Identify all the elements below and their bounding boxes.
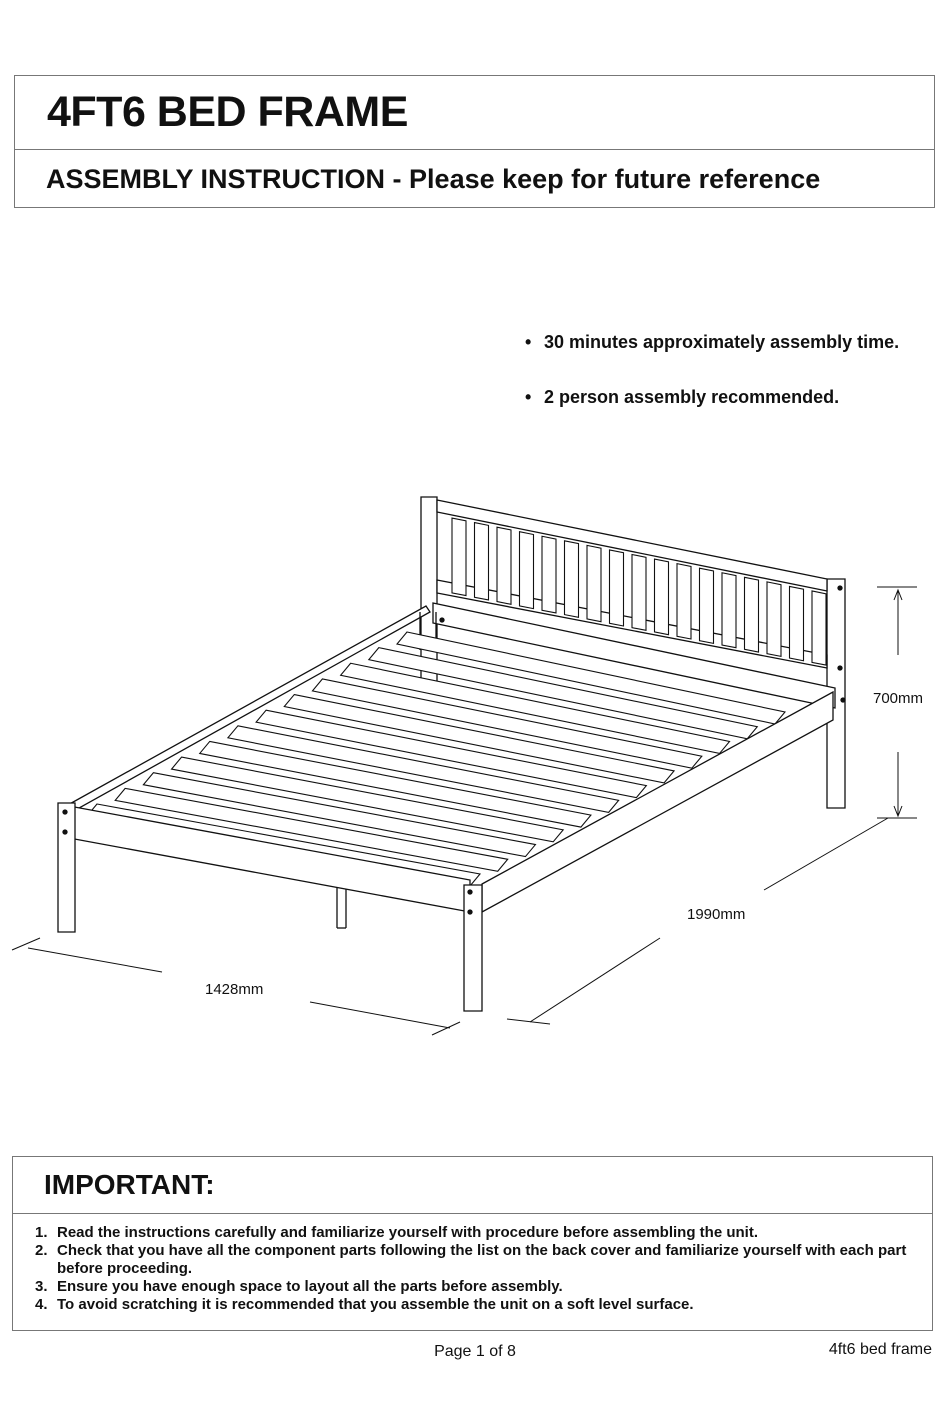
- headboard-slat: [565, 541, 579, 617]
- bullet-icon: •: [525, 387, 532, 407]
- headboard-slat: [677, 564, 691, 639]
- important-header: [13, 1157, 932, 1214]
- page-number: Page 1 of 8: [434, 1343, 516, 1360]
- title-row: [15, 76, 934, 150]
- important-item: [35, 1278, 922, 1296]
- length-dimension-label: 1990mm: [687, 906, 746, 923]
- document-title: 4FT6 BED FRAME: [47, 88, 408, 136]
- headboard-slat: [767, 582, 781, 657]
- note-assembly-time: [525, 328, 899, 356]
- headboard-slat: [542, 536, 556, 613]
- headboard-slat: [632, 555, 646, 631]
- bullet-icon: •: [525, 332, 532, 352]
- subtitle-row: [15, 150, 934, 208]
- assembly-notes: [525, 328, 899, 438]
- important-heading: IMPORTANT:: [44, 1169, 215, 1200]
- width-dimension-label: 1428mm: [205, 981, 264, 998]
- item-text: Check that you have all the component parts following the list on the back cover and familiarize yourself with each part before proceeding.: [57, 1242, 907, 1277]
- headboard-slat: [722, 573, 736, 648]
- headboard-slat: [655, 559, 669, 635]
- document-subtitle: ASSEMBLY INSTRUCTION - Please keep for future reference: [46, 163, 821, 194]
- note-text: 30 minutes approximately assembly time.: [544, 332, 900, 352]
- headboard-slat: [745, 577, 759, 652]
- headboard-slat: [610, 550, 624, 626]
- headboard-slat: [790, 586, 804, 660]
- item-number: 4.: [35, 1296, 48, 1313]
- item-text: Ensure you have enough space to layout all the parts before assembly.: [57, 1278, 563, 1295]
- important-box: [12, 1156, 933, 1331]
- height-dimension-label: 700mm: [873, 690, 924, 707]
- headboard-slat: [700, 568, 714, 643]
- headboard-slat: [452, 518, 466, 596]
- bed-frame-illustration: [0, 480, 950, 1050]
- headboard-slat: [587, 545, 601, 621]
- important-item: [35, 1242, 922, 1278]
- item-text: To avoid scratching it is recommended that you assemble the unit on a soft level surface.: [57, 1296, 694, 1313]
- note-text: 2 person assembly recommended.: [544, 387, 840, 407]
- title-box: [14, 75, 935, 208]
- item-number: 1.: [35, 1224, 48, 1241]
- headboard-slat: [475, 523, 489, 600]
- footer-document-title: 4ft6 bed frame: [828, 1341, 932, 1358]
- item-text: Read the instructions carefully and familiarize yourself with procedure before assembling the unit.: [57, 1224, 758, 1241]
- headboard-slat: [812, 591, 826, 665]
- important-item: [35, 1224, 922, 1242]
- note-persons: [525, 383, 899, 411]
- important-list: [13, 1214, 932, 1314]
- headboard-slat: [520, 532, 534, 609]
- important-item: [35, 1296, 922, 1314]
- headboard-slat: [497, 527, 511, 604]
- item-number: 2.: [35, 1242, 48, 1259]
- item-number: 3.: [35, 1278, 48, 1295]
